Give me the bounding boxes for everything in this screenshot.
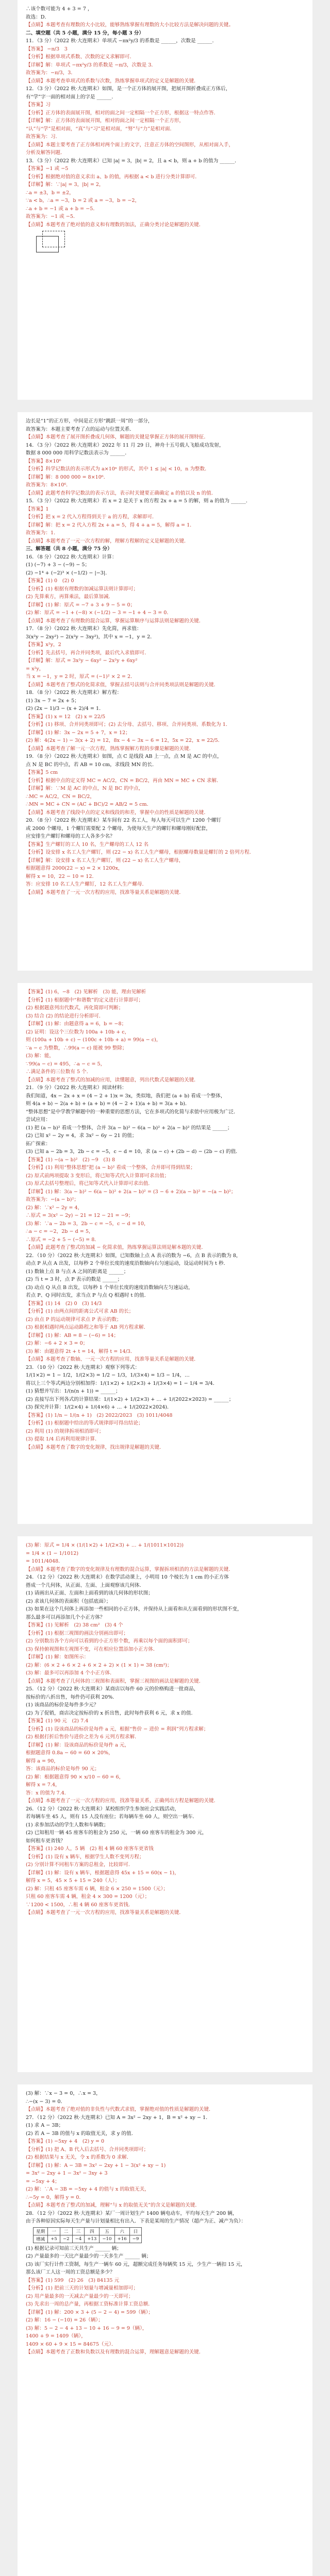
table-cell: −2 xyxy=(60,2235,72,2243)
text-line: 【详解】解：单项式 −πx²y/3 的系数是 −π/3，次数是 3． xyxy=(26,62,157,68)
text-line: 24．（12 分）（2022 秋·大连期末）在数学活动课上，小明用 10 个棱长为 1 cm 的小正方体 xyxy=(26,1574,229,1580)
text-line: ∴MN = MC + CN = (AC + BC)/2 = AB/2 = 5 cm． xyxy=(26,802,152,807)
text-line: (3) 先求出一周的总产量，再根据工资标准计算工资总额． xyxy=(26,2301,153,2307)
text-line: 由于各种原因实际每天生产量与计划量相比有出入．下表是某周的生产情况（超产为正、减产为负）： xyxy=(26,2218,246,2224)
text-line: 【分析】根据单项式系数、次数的定义求解即可． xyxy=(26,54,135,60)
text-line: 当 x = −1，y = 2 时，原式 = (−1)² × 2 = 2． xyxy=(26,674,136,680)
text-line: (3) 探究并计算：1/(2×4) + 1/(4×6) + … + 1/(2022×2024)． xyxy=(26,1404,172,1410)
text-line: (2) 求该几何体的表面积（包括底面）； xyxy=(26,1598,111,1604)
text-line: 【点睛】本题考查了正数和负数以及有理数的混合运算，理解题意是解题的关键． xyxy=(26,2349,204,2355)
text-line: 只租 60 座客车需 4 辆，租金 4 × 300 = 1200（元）； xyxy=(26,1894,150,1900)
text-line: 【详解】解：∵M 是 AC 的中点，N 是 BC 的中点， xyxy=(26,786,144,791)
text-line: 【详解】解：8 000 000 = 8×10⁶． xyxy=(26,474,109,480)
text-line: (2) 解：∵A − 3B = −5xy + 4 的值与 x 的取值无关， xyxy=(26,2187,150,2192)
text-line: (3) 解：最多可以再添加 4 个小正方体． xyxy=(26,1670,115,1676)
text-line: 【分析】把 x = 2 代入方程得到关于 a 的方程，求解即可． xyxy=(26,514,157,520)
text-line: 【点睛】本题主要考查了正方体相对两个面上的文字，注意正方体的空间图形，从相对面入手， xyxy=(26,142,234,148)
text-line: 【答案】(1) 1/n − 1/(n + 1) (2) 2022/2023 (3) 1011/4048 xyxy=(26,1412,173,1418)
text-line: 【答案】(1) −5xy + 4 (2) y = 0 xyxy=(26,2139,105,2144)
page-4-text xyxy=(26,1541,304,1917)
text-line: 搭成一个几何体，从正面、左面、上面观察该几何体． xyxy=(26,1582,145,1588)
text-line: (3) 提取 1/4 后再利用规律计算． xyxy=(26,1436,100,1442)
text-line: ∴MC = AC/2，CN = BC/2， xyxy=(26,793,95,800)
text-line: ∴满足条件的三位数有 5 个． xyxy=(26,1069,92,1075)
text-line: (1) 数轴上点 B 与点 A 之间的距离是 ______； xyxy=(26,1268,129,1275)
text-line: 拓广探索： xyxy=(26,1141,51,1147)
text-line: 【答案】习 xyxy=(26,102,51,108)
document-page-3 xyxy=(18,983,312,1524)
text-line: 【答案】8×10⁶ xyxy=(26,458,61,464)
table-cell: −4 xyxy=(72,2235,85,2243)
text-line: 解得 a = 90， xyxy=(26,1758,59,1764)
text-line: 故答案为：−1 或 −5． xyxy=(26,214,78,219)
text-line: 动点 P 从点 A 出发，以每秒 2 个单位长度的速度沿数轴向右匀速运动，设运动时间为 t 秒． xyxy=(26,1261,229,1266)
text-line: (1) 3x − 7 = 2x + 5； xyxy=(26,698,79,704)
text-line: (3) 解：∵a − 2b = 3，2b − c = −5，c − d = 10， xyxy=(26,1221,149,1227)
page-1-text xyxy=(26,5,304,229)
text-line: 按标价的八折出售，每件仍可获利 20%． xyxy=(26,1694,118,1700)
text-line: (2) 直接写出下列各式的计算结果：1/(1×2) + 1/(2×3) + … + 1/(2022×2023) = ______； xyxy=(26,1396,234,1402)
text-line: (2) 解：(6 × 2 + 6 × 2 + 6 × 2 + 2) × (1 × 1) = 38 (cm²)； xyxy=(26,1662,172,1668)
text-line: 故答案为：1． xyxy=(26,530,59,536)
text-line: 【答案】(1) 240 人，5 辆 (2) 租 4 辆 60 座客车更省钱 xyxy=(26,1846,154,1852)
text-line: (3) 解：能， xyxy=(26,1053,55,1059)
text-line: 【点睛】本题考查了绝对值的非负性与代数式求值，掌握绝对值的性质是解题的关键． xyxy=(26,2107,214,2112)
text-line: 【点睛】本题考查了整式的加减，理解“与 x 的取值无关”的含义是解题的关键． xyxy=(26,2202,200,2208)
text-line: 答：该商品的标价是每件 90 元； xyxy=(26,1766,100,1772)
text-line: 【详解】(1) 解：A − 3B = 3x² − 2xy + 1 − 3(x² + xy − 1) xyxy=(26,2162,166,2168)
text-line: (2) 分别数出各个方向可以看到的小正方形个数，再乘以每个面的面积即可； xyxy=(26,1638,193,1644)
text-line: (1) 猜想并写出：1/(n(n + 1)) = ______； xyxy=(26,1388,121,1394)
text-line: 【分析】(1) 把前三天的计划量与增减量相加即可； xyxy=(26,2285,139,2291)
text-line: (3) 保持俯视图和左视图不变，可在相应位置添加小正方体． xyxy=(26,1646,158,1652)
text-line: 故答案为：8×10⁶． xyxy=(26,482,71,488)
text-line: 我们知道，4x − 2x + x = (4 − 2 + 1)x = 3x，类似地，我们把 (a + b) 看成一个整体， xyxy=(26,1093,226,1099)
text-line: ∴原式 = 3(x² − 2y) − 21 = 12 − 21 = −9； xyxy=(26,1213,134,1218)
table-header-cell: 六 xyxy=(114,2227,129,2235)
text-line: (2) −1⁴ + (−2)³ × (−1/2) − |−3|． xyxy=(26,570,110,576)
text-line: 故答案为：习． xyxy=(26,134,61,140)
text-line: 23．（10 分）（2022 秋·大连期末）观察下列等式： xyxy=(26,1364,140,1370)
text-line: 【分析】(1) 根据三视图的画法分别画出即可； xyxy=(26,1630,128,1636)
text-line: 如何租车更省钱？ xyxy=(26,1838,65,1844)
page-5-text-a xyxy=(26,2090,304,2226)
text-line: 若点 P、Q 同时出发，求当点 P 与点 Q 相遇时 t 的值． xyxy=(26,1293,150,1298)
text-line: 【答案】−1 或 −5 xyxy=(26,166,69,172)
text-line: = x²y， xyxy=(26,666,44,672)
text-line: 【详解】解：原式 = 3x²y − 6xy² − 2x²y + 6xy² xyxy=(26,658,138,664)
text-line: (3) 如果在这个几何体上再添加一些相同的小正方体，并保持从上面看和从左面看到的形状图不变， xyxy=(26,1606,242,1612)
text-line: (1) (−7) + 3 − (−9) − 5； xyxy=(26,562,90,568)
text-line: 13．（3 分）（2022 秋·大连期末）已知 |a| = 3，|b| = 2，且 a < b，则 a + b 的值为 ______． xyxy=(26,158,240,164)
text-line: 【答案】5 cm xyxy=(26,770,58,775)
page-5-text-b xyxy=(26,2245,304,2357)
text-line: 数据 8 000 000 用科学记数法表示为 ______． xyxy=(26,450,130,456)
text-line: (2) 证明：设这个三位数为 100a + 10b + c， xyxy=(26,1029,130,1035)
text-line: (3) 该厂实行计件工资制，每生产一辆车 60 元，超额完成任务每辆奖 15 元，少生产一辆扣 15 元， xyxy=(26,2261,246,2267)
text-line: 解得 x = 7.4， xyxy=(26,1782,60,1788)
text-line: 26．（12 分）（2022 秋·大连期末）某校组织学生参加社会实践活动， xyxy=(26,1806,179,1812)
text-line: 【点睛】本题考查了整式的加减的应用，读懂题意，列出代数式是解题的关键． xyxy=(26,1077,199,1083)
text-line: 【点睛】此题考查科学记数法的表示方法，表示时关键要正确确定 a 的值以及 n 的值． xyxy=(26,490,217,496)
text-line: 【详解】解：正方体的表面展开图，相对的面之间一定相隔一个正方形， xyxy=(26,118,184,124)
text-line: 28．（12 分）（2022 秋·大连期末）某厂一周计划生产 1400 辆电动车，平均每天生产 200 辆， xyxy=(26,2210,238,2216)
text-line: 1409 × 60 + 9 × 15 = 84675（元）． xyxy=(26,2341,117,2347)
text-line: 17．（8 分）（2022 秋·大连期末）先化简，再求值： xyxy=(26,626,142,632)
text-line: 解得 x = 5，45 × 5 + 15 = 240（人）； xyxy=(26,1878,120,1884)
text-line: = −5xy + 4； xyxy=(26,2178,60,2184)
text-line: 【答案】 −π/3 3 xyxy=(26,46,68,52)
text-line: 【分析】(1) 把 A、B 代入后去括号、合并同类项即可； xyxy=(26,2146,149,2153)
text-line: (2) 解：4(2x − 1) − 3(x + 2) = 12，8x − 4 − 3x − 6 = 12，5x = 22，x = 22/5． xyxy=(26,738,223,743)
table-header-cell: 日 xyxy=(129,2227,142,2235)
text-line: 根据题意得 0.8a − 60 = 60 × 20%， xyxy=(26,1750,113,1756)
text-line: 12．（3 分）（2022 秋·大连期末）如图，是一个正方体的展开图，把展开图折叠成正方体后， xyxy=(26,86,231,92)
text-line: 将以上三个等式两边分别相加得：1/(1×2) + 1/(2×3) + 1/(3×4) = 1 − 1/4 = 3/4． xyxy=(26,1380,218,1386)
text-line: (2) 解：只租 45 座客车需 6 辆，租金 6 × 250 = 1500（元）； xyxy=(26,1886,169,1892)
table-cell: +13 xyxy=(85,2235,100,2243)
text-line: 故选：D． xyxy=(26,14,50,20)
text-line: (3) 解：∵x − 3 = 0，∴x = 3， xyxy=(26,2091,101,2096)
text-line: 【点睛】本题考查了几何体的三视图和表面积，掌握三视图的画法是解题的关键． xyxy=(26,1678,204,1684)
text-line: 【点睛】本题考查了有理数的混合运算，掌握运算顺序与运算法则是解题的关键． xyxy=(26,618,204,624)
text-line: (1) 请画出从正面、左面和上面看到的该几何体的形状图； xyxy=(26,1590,153,1596)
text-line: (2) 利用 (1) 的规律拆项相消即可； xyxy=(26,1428,104,1434)
text-line: (2) 根据打折后售价与进价之差为 6 元列方程求解． xyxy=(26,1734,140,1740)
text-line: 【详解】(1) 解：如图所示： xyxy=(26,1654,89,1660)
text-line: 【分析】根据绝对值的意义求出 a、b 的值，再根据 a < b 进行分类计算即可． xyxy=(26,174,200,180)
table-header-cell: 三 xyxy=(72,2227,85,2235)
text-line: 【分析】先去括号，再合并同类项，最后代入求值即可． xyxy=(26,650,150,656)
text-line: 【答案】(1) 见解析 (2) 38 cm² (3) 4 个 xyxy=(26,1622,123,1628)
text-line: 尝试应用： xyxy=(26,1117,51,1123)
table-header-cell: 四 xyxy=(85,2227,100,2235)
text-line: 故答案为：−π/3，3． xyxy=(26,70,76,76)
text-line: 【详解】(1) 解：由题意得 a = 6，b = −8； xyxy=(26,1021,127,1027)
cube-figure xyxy=(36,231,67,252)
text-line: (3) 动点 Q 从点 B 出发，以每秒 1 个单位长度的速度沿数轴向左匀速运动， xyxy=(26,1284,193,1291)
text-line: “认”与“学”是相对面，“真”与“习”是相对面，“努”与“力”是相对面． xyxy=(26,126,175,132)
document-page-4 xyxy=(18,1536,312,2072)
text-line: 【点睛】本题考查了一元一次方程的应用，找准等量关系是解题的关键． xyxy=(26,1910,184,1916)
text-line: 三、解答题（共 8 小题，满分 75 分） xyxy=(26,546,112,552)
text-line: 11．（3 分）（2022 秋·大连期末）单项式 −πx²y/3 的系数是 ______，次数是 ______． xyxy=(26,38,218,44)
text-line: 【分析】(1) 根据题中“和谐数”的定义进行计算即可； xyxy=(26,997,143,1003)
text-line: 【点睛】本题考查单项式的系数与次数，熟练掌握单项式的定义是解题的关键． xyxy=(26,78,199,84)
text-line: 【答案】(1) x = 12 (2) x = 22/5 xyxy=(26,714,106,720)
text-line: (2) 根据题意列出代数式，再化简即可判断； xyxy=(26,1005,124,1011)
text-line: 25．（12 分）（2022 秋·大连期末）某商店以每件 60 元的价格购进一批商品， xyxy=(26,1686,199,1692)
text-line: 则 4(a + b) − 2(a + b) + (a + b) = (4 − 2 + 1)(a + b) = 3(a + b)． xyxy=(26,1101,190,1107)
text-line: (3) 已知 a − 2b = 3，2b − c = −5，c − d = 10，求 (a − c) + (2b − d) − (2b − c) 的值． xyxy=(26,1149,241,1155)
text-line: 【分析】设安排 x 名工人生产螺钉，则 (22 − x) 名工人生产螺母，根据螺母数量是螺钉的 2 倍列方程． xyxy=(26,850,255,855)
text-line: 【详解】解：把 x = 2 代入方程 2x + a = 5，得 4 + a = 5，解得 a = 1． xyxy=(26,522,195,528)
text-line: 【分析】(1) 设该商品的标价是每件 a 元，根据“售价 − 进价 = 利润”列方程求解； xyxy=(26,1726,209,1732)
text-line: ∵99(a − c) = 495，∴a − c = 5， xyxy=(26,1061,106,1067)
text-line: (3) 根据相遇时两点运动路程之和等于 AB 列方程求解． xyxy=(26,1325,149,1330)
text-line: ∴a − c = −2，2b − d = 5， xyxy=(26,1229,94,1234)
text-line: 或 2000 个螺母，1 个螺钉需要配 2 个螺母，为使每天生产的螺钉和螺母刚好配套， xyxy=(26,825,211,832)
text-line: 【答案】(1) 14 (2) 0 (3) 14/3 xyxy=(26,1300,102,1307)
text-line: 【分析】(1) 移项、合并同类项即可；(2) 去分母、去括号、移项、合并同类项、系数化为 1． xyxy=(26,722,231,727)
text-line: ∴−(x − 3) = 0． xyxy=(26,2098,66,2105)
text-line: (2) 解：原式 = −1 + (−8) × (−1/2) − 3 = −1 + 4 − 3 = 0． xyxy=(26,610,172,616)
text-line: (2) 已知 x² − 2y = 4，求 3x² − 6y − 21 的值； xyxy=(26,1133,137,1139)
text-line: (2) 原式前两项提取 3 变形后，将已知等式代入计算即可求出值； xyxy=(26,1173,170,1179)
text-line: 【分析】正方体的表面展开图，相对的面之间一定相隔一个正方形，根据这一特点作答． xyxy=(26,110,219,116)
text-line: = 3x² − 2xy + 1 − 3x² − 3xy + 3 xyxy=(26,2171,108,2176)
text-line: 3(x²y − 2xy²) − 2(x²y − 3xy²)，其中 x = −1，y = 2． xyxy=(26,634,155,640)
text-line: ∴a = ±3，b = ±2， xyxy=(26,190,74,196)
text-line: 【点睛】本题考查了一元一次方程的解，理解方程解的定义是解题的关键． xyxy=(26,538,189,544)
text-line: 【详解】解：设安排 x 名工人生产螺钉，则 (22 − x) 名工人生产螺母， xyxy=(26,857,184,863)
text-line: 【答案】x²y，2 xyxy=(26,642,61,648)
text-line: 16．（8 分）（2022 秋·大连期末）计算： xyxy=(26,554,117,560)
text-line: 20．（8 分）（2022 秋·大连期末）某车间有 22 名工人，每人每天可以生产 1200 个螺钉 xyxy=(26,818,221,823)
table-header-row xyxy=(34,2227,142,2235)
text-line: 【点睛】本题考查了一元一次方程的应用，找准等量关系，正确列出方程是解题的关键． xyxy=(26,1798,219,1804)
text-line: 故答案为：−(a − b)²； xyxy=(26,1197,79,1202)
table-cell: −9 xyxy=(129,2235,142,2243)
text-line: (2) (2x − 1)/3 − (x + 2)/4 = 1． xyxy=(26,706,104,711)
text-line: (3) 解：原式 = 1/4 × (1/(1×2) + 1/(2×3) + … + 1/(1011×1012)) xyxy=(26,1543,184,1548)
text-line: (2) 由点 P 的运动规律可求点 P 表示的数； xyxy=(26,1316,122,1323)
text-line: (2) 解：16 − (−10) = 26（辆）； xyxy=(26,2317,103,2323)
text-line: 14．（3 分）（2022 秋·大连期末）2022 年 11 月 29 日，神舟十五号载人飞船成功发射， xyxy=(26,442,224,448)
text-line: 答：x 的值为 7.4． xyxy=(26,1790,70,1796)
text-line: 【答案】1 xyxy=(26,506,49,512)
text-line: ∵1200 < 1500，∴租 4 辆 60 座客车更省钱． xyxy=(26,1902,134,1908)
table-cell: +5 xyxy=(48,2235,60,2243)
text-line: 【分析】(1) 根据有理数的加减运算法则计算即可； xyxy=(26,586,139,592)
text-line: 【分析】(1) 由两点间的距离公式可求 AB 的长； xyxy=(26,1309,134,1314)
text-line: 【详解】(1) 解：设有 x 辆车，根据题意得 45x + 15 = 60(x − 1)， xyxy=(26,1870,179,1876)
text-line: 故答案为：本题主要考查了点的运动与位置关系． xyxy=(26,426,135,432)
text-line: (2) 解：∵x² − 2y = 4， xyxy=(26,1205,83,1211)
text-line: (2) 先算乘方，再算乘法，最后算加减． xyxy=(26,594,114,600)
text-line: 答：应安排 10 名工人生产螺钉，12 名工人生产螺母． xyxy=(26,882,147,887)
text-line: 【详解】(1) 解：3(a − b)² − 6(a − b)² + 2(a − b)² = (3 − 6 + 2)(a − b)² = −(a − b)²； xyxy=(26,1189,236,1195)
table-header-cell: 二 xyxy=(60,2227,72,2235)
text-line: 18．（8 分）（2022 秋·大连期末）解方程： xyxy=(26,690,122,696)
text-line: (2) 解：−6 + 2 × 3 = 0； xyxy=(26,1341,88,1346)
text-line: 根据题意得 2000(22 − x) = 2 × 1200x， xyxy=(26,866,123,871)
text-line: 【点睛】本题考查了绝对值的意义和有理数的加法，正确分类讨论是解题的关键． xyxy=(26,222,204,228)
text-line: (2) 分别计算不同租车方案的总租金，比较即可． xyxy=(26,1862,134,1868)
text-line: (1) 求 A − 3B； xyxy=(26,2123,64,2128)
text-line: (1) 把 (a − b)² 看成一个整体，合并 3(a − b)² − 6(a − b)² + 2(a − b)² 的结果是 ______； xyxy=(26,1125,233,1131)
text-line: 【答案】(1) 6，−8 (2) 见解析 (3) 能，理由见解析 xyxy=(26,989,146,995)
text-line: (1) 根据记录可知前三天共生产 ______ 辆； xyxy=(26,2245,122,2251)
text-line: 【分析】(1) 设有 x 辆车，根据学生人数不变列方程； xyxy=(26,1854,144,1860)
text-line: 21．（9 分）（2022 秋·大连期末）阅读材料： xyxy=(26,1085,127,1091)
text-line: 【点睛】本题考查了整式的化简求值，掌握去括号法则与合并同类项法则是解题的关键． xyxy=(26,682,219,688)
document-page-5 xyxy=(18,2084,312,2576)
text-line: ∴该个数可能为 4 + 3 = 7 ， xyxy=(26,6,93,12)
text-line: (2) 产量最多的一天比产量最少的一天多生产 ______ 辆； xyxy=(26,2253,152,2259)
table-header-cell: 星期 xyxy=(34,2227,48,2235)
text-line: 应安排生产螺钉和螺母的工人各多少名？ xyxy=(26,834,115,839)
text-line: “整体思想”是中学教学解题中的一种重要的思想方法，它在多项式的化简与求值中应用极为广泛． xyxy=(26,1109,239,1115)
text-line: (2) 为了促销，商店决定按标价的 x 折出售，此时每件获利 6 元，求 x 的值． xyxy=(26,1710,196,1716)
text-line: = 1/4 × (1 − 1/1012) xyxy=(26,1550,79,1556)
text-line: 那么最多可以再添加几个小正方体？ xyxy=(26,1614,105,1620)
table-row-label: 增减 xyxy=(34,2235,48,2243)
text-line: (2) 已知租用一辆 45 座客车的租金为 250 元，一辆 60 座客车的租金为 300 元， xyxy=(26,1830,207,1836)
text-line: ∵a < b，∴a = −3，b = 2 或 a = −3，b = −2， xyxy=(26,198,140,204)
text-line: 【点睛】本题考查了数轴、一元一次方程的应用，找准等量关系是解题的关键． xyxy=(26,1357,199,1362)
text-line: ∴−5y = 0，解得 y = 0． xyxy=(26,2194,84,2200)
text-line: 则 (100a + 10b + c) − (100c + 10b + a) = 99(a − c)， xyxy=(26,1037,161,1043)
text-line: 【点睛】本题考查了线段中点的定义和线段的和差，掌握中点的性质是解题的关键． xyxy=(26,809,209,816)
text-line: 【详解】(1) 解：设该商品的标价是每件 a 元， xyxy=(26,1742,130,1748)
text-line: 【答案】(1) 599 (2) 26 (3) 84135 元 xyxy=(26,2277,120,2283)
text-line: 【分析】(1) 利用“整体思想”把 (a − b)² 看成一个整体，合并即可得到结果； xyxy=(26,1165,195,1171)
text-line: 【详解】解：∵|a| = 3，|b| = 2， xyxy=(26,182,104,188)
document-page-2 xyxy=(18,412,312,971)
text-line: 解得 x = 10，22 − 10 = 12． xyxy=(26,873,97,879)
text-line: 【详解】(1) 解：3x − 2x = 5 + 7，x = 12； xyxy=(26,730,130,736)
text-line: 【点睛】本题考查了数字的变化规律及有理数的混合运算，掌握拆项相消的方法是解题的关键． xyxy=(26,1566,234,1572)
text-line: 【点睛】此题考查了整式的加减 − 化简求值，熟练掌握运算法则是解本题的关键． xyxy=(26,1245,206,1250)
text-line: 若每辆车坐 45 人，则有 15 人没有座位；若每辆车坐 60 人，则空出一辆车． xyxy=(26,1814,198,1820)
text-line: 【点睛】本题考查了数字的变化规律，找出规律是解题的关键． xyxy=(26,1444,164,1450)
text-line: (3) 原式去括号整理后，将已知等式代入计算即可求出值． xyxy=(26,1181,153,1187)
text-line: ∴原式 = −2 + 5 − (−5) = 8． xyxy=(26,1236,100,1243)
text-line: 19．（8 分）（2022 秋·大连期末）如图，点 C 是线段 AB 上一点，点 M 是 AC 的中点， xyxy=(26,754,222,759)
text-line: 二、填空题（共 5 小题，满分 15 分，每小题 3 分） xyxy=(26,30,144,36)
text-line: 【答案】(1) −(a − b)² (2) −9 (3) 8 xyxy=(26,1157,116,1163)
text-line: (3) 解：由题意得 2t + t = 14，解得 t = 14/3． xyxy=(26,1348,136,1354)
text-line: (2) 解：根据题意得 90 × x/10 − 60 = 6， xyxy=(26,1774,124,1780)
production-table xyxy=(33,2227,142,2243)
page-2-text xyxy=(26,417,304,896)
text-line: 【分析】根据中点的定义得 MC = AC/2，CN = BC/2，再由 MN = MC + CN 求解． xyxy=(26,777,222,784)
text-line: (2) 若 A − 3B 的值与 x 的取值无关，求 y 的值． xyxy=(26,2130,137,2137)
text-line: 【答案】(1) 90 元 (2) 7.4 xyxy=(26,1718,89,1724)
text-line: (3) 解：5 − 2 − 4 + 13 − 10 + 16 − 9 = 9（辆）， xyxy=(26,2325,147,2331)
text-line: 【答案】(1) 0 (2) 0 xyxy=(26,578,74,584)
page-3-text xyxy=(26,988,304,1451)
text-line: (2) 用产量最多的一天减去产量最少的一天即可； xyxy=(26,2293,134,2299)
text-line: 【分析】(1) 根据题中给出的等式规律即可得出结论； xyxy=(26,1420,143,1426)
text-line: 【点睛】本题考查了一元一次方程的应用，找准等量关系是解题的关键． xyxy=(26,889,184,895)
text-line: 边长是“1”的正方形，中间是正方形“跳跃一周”的一部分， xyxy=(26,418,153,424)
table-row xyxy=(34,2235,142,2243)
text-line: 点 N 是 BC 的中点，若 AB = 10 cm，求线段 MN 的长． xyxy=(26,761,157,768)
text-line: 分析及解答问题． xyxy=(26,150,65,156)
text-line: (1) 求参加活动的学生人数和车辆数； xyxy=(26,1822,109,1828)
text-line: 1/(1×2) = 1 − 1/2，1/(2×3) = 1/2 − 1/3，1/(3×4) = 1/3 − 1/4，… xyxy=(26,1372,190,1378)
text-line: 【详解】(1) 解：AB = 8 − (−6) = 14； xyxy=(26,1332,119,1338)
text-line: 那么该厂工人这一周的工资总额是多少？ xyxy=(26,2269,115,2275)
text-line: 1400 + 9 = 1409（辆）， xyxy=(26,2333,86,2339)
text-line: (2) 根据结果与 x 无关，令 x 的系数为 0 求解． xyxy=(26,2155,132,2160)
text-line: ∴a + b = −1 或 a + b = −5． xyxy=(26,206,98,212)
text-line: 【详解】(1) 解：原式 = −7 + 3 + 9 − 5 = 0； xyxy=(26,602,136,608)
table-cell: −10 xyxy=(100,2235,114,2243)
text-line: (1) 该商品的标价是每件多少元？ xyxy=(26,1702,99,1708)
text-line: 27．（12 分）（2022 秋·大连期末）已知 A = 3x² − 2xy + 1，B = x² + xy − 1． xyxy=(26,2114,211,2121)
text-line: 有“学”字一面的相对面上的字是 ______． xyxy=(26,94,117,100)
text-line: 【点睛】本题考查了解一元一次方程，熟练掌握解方程的步骤是解题的关键． xyxy=(26,745,194,752)
text-line: = 1011/4048． xyxy=(26,1558,63,1564)
text-line: 【分析】科学记数法的表示形式为 a×10ⁿ 的形式，其中 1 ≤ |a| < 10，n 为整数． xyxy=(26,466,210,472)
text-line: 【答案】生产螺钉的工人 10 名，生产螺母的工人 12 名 xyxy=(26,841,149,848)
text-line: 【点睛】本题考查有理数的大小比较，能够熟练掌握有理数的大小比较方法是解决问题的关键。 xyxy=(26,22,234,28)
text-line: 22．（10 分）（2022 秋·大连期末）如图，已知数轴上点 A 表示的数为 −6，点 B 表示的数为 8， xyxy=(26,1252,241,1259)
table-cell: +16 xyxy=(114,2235,129,2243)
text-line: (2) 当 t = 3 时，点 P 表示的数是 ______； xyxy=(26,1277,123,1282)
text-line: ∵a − c 为整数，∴99(a − c) 能被 99 整除； xyxy=(26,1045,127,1051)
table-header-cell: 五 xyxy=(100,2227,114,2235)
text-line: 【详解】(1) 解：200 × 3 + (5 − 2 − 4) = 599（辆）； xyxy=(26,2309,153,2315)
text-line: (3) 结合 (2) 的结论进行分析即可． xyxy=(26,1013,104,1019)
table-header-cell: 一 xyxy=(48,2227,60,2235)
document-page-1 xyxy=(18,0,312,400)
text-line: 【点睛】本题考查了展开图折叠成几何体，解题的关键是掌握正方体的展开图特征． xyxy=(26,434,209,440)
text-line: 15．（3 分）（2022 秋·大连期末）若 x = 2 是关于 x 的方程 2x + a = 5 的解，则 a 的值为 ______． xyxy=(26,498,251,504)
